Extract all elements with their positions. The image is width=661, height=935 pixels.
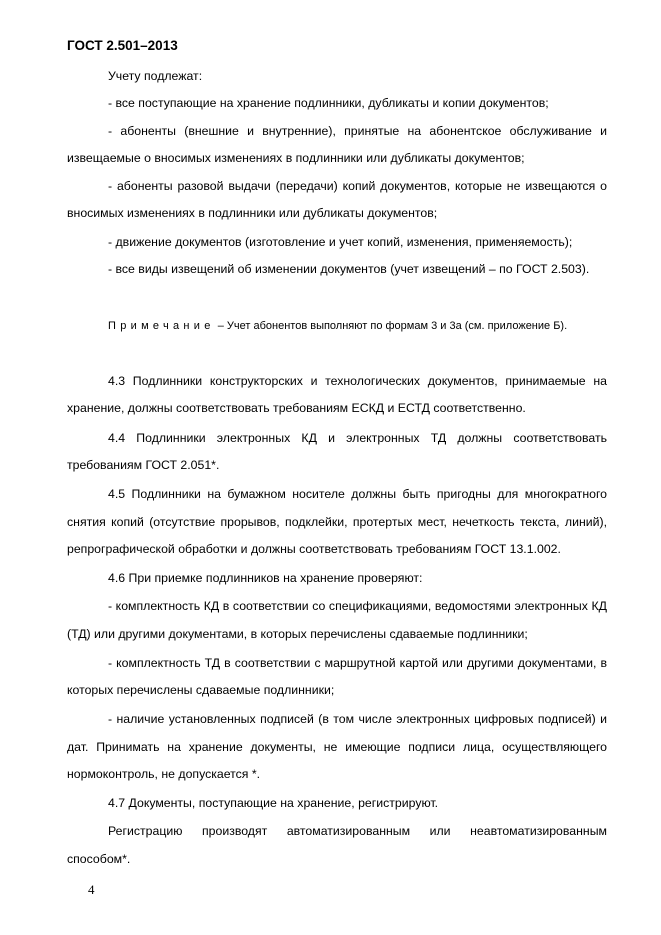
text-line: - все поступающие на хранение подлинники, дубликаты и копии документов; bbox=[108, 96, 549, 110]
text-line: снятия копий (отсутствие прорывов, подклейки, протертых мест, нечеткость текста, линий), bbox=[67, 515, 607, 529]
text-line: - движение документов (изготовление и учет копий, изменения, применяемость); bbox=[108, 235, 573, 249]
text-line: (ТД) или другими документами, в которых перечислены сдаваемые подлинники; bbox=[67, 627, 528, 641]
text-line: репрографической обработки и должны соответствовать требованиям ГОСТ 13.1.002. bbox=[67, 542, 561, 556]
text-line: хранение, должны соответствовать требованиям ЕСКД и ЕСТД соответственно. bbox=[67, 401, 526, 415]
text-line: 4.4 Подлинники электронных КД и электронных ТД должны соответствовать bbox=[108, 431, 607, 445]
text-line: - комплектность ТД в соответствии с маршрутной картой или другими документами, в bbox=[108, 656, 607, 670]
note-label: Примечание bbox=[108, 320, 215, 332]
text-line: 4.5 Подлинники на бумажном носителе должны быть пригодны для многократного bbox=[108, 487, 607, 501]
text-line: - наличие установленных подписей (в том числе электронных цифровых подписей) и bbox=[108, 712, 607, 726]
text-line: которых перечислены сдаваемые подлинники; bbox=[67, 683, 335, 697]
text-line: способом*. bbox=[67, 852, 131, 866]
note-dash: – bbox=[217, 320, 224, 332]
note bbox=[108, 320, 567, 332]
text-line: - все виды извещений об изменении документов (учет извещений – по ГОСТ 2.503). bbox=[108, 262, 590, 276]
text-line: извещаемые о вносимых изменениях в подлинники или дубликаты документов; bbox=[67, 151, 525, 165]
document-header: ГОСТ 2.501–2013 bbox=[67, 38, 178, 53]
text-line: дат. Принимать на хранение документы, не имеющие подписи лица, осуществляющего bbox=[67, 740, 607, 754]
text-line: вносимых изменениях в подлинники или дубликаты документов; bbox=[67, 206, 438, 220]
page-number: 4 bbox=[88, 882, 95, 897]
text-line: 4.7 Документы, поступающие на хранение, регистрируют. bbox=[108, 796, 439, 810]
text-line: требованиям ГОСТ 2.051*. bbox=[67, 458, 220, 472]
text-line: нормоконтроль, не допускается *. bbox=[67, 767, 261, 781]
text-line: Регистрацию производят автоматизированным или неавтоматизированным bbox=[108, 824, 607, 838]
text-line: 4.6 При приемке подлинников на хранение проверяют: bbox=[108, 571, 423, 585]
text-line: - абоненты (внешние и внутренние), принятые на абонентское обслуживание и bbox=[108, 124, 607, 138]
note-text: Учет абонентов выполняют по формам 3 и 3а (см. приложение Б). bbox=[226, 320, 568, 332]
text-line: - комплектность КД в соответствии со спецификациями, ведомостями электронных КД bbox=[108, 599, 607, 613]
text-line: - абоненты разовой выдачи (передачи) копий документов, которые не извещаются о bbox=[108, 179, 607, 193]
text-line: Учету подлежат: bbox=[108, 69, 203, 83]
text-line: 4.3 Подлинники конструкторских и технологических документов, принимаемые на bbox=[108, 374, 607, 388]
